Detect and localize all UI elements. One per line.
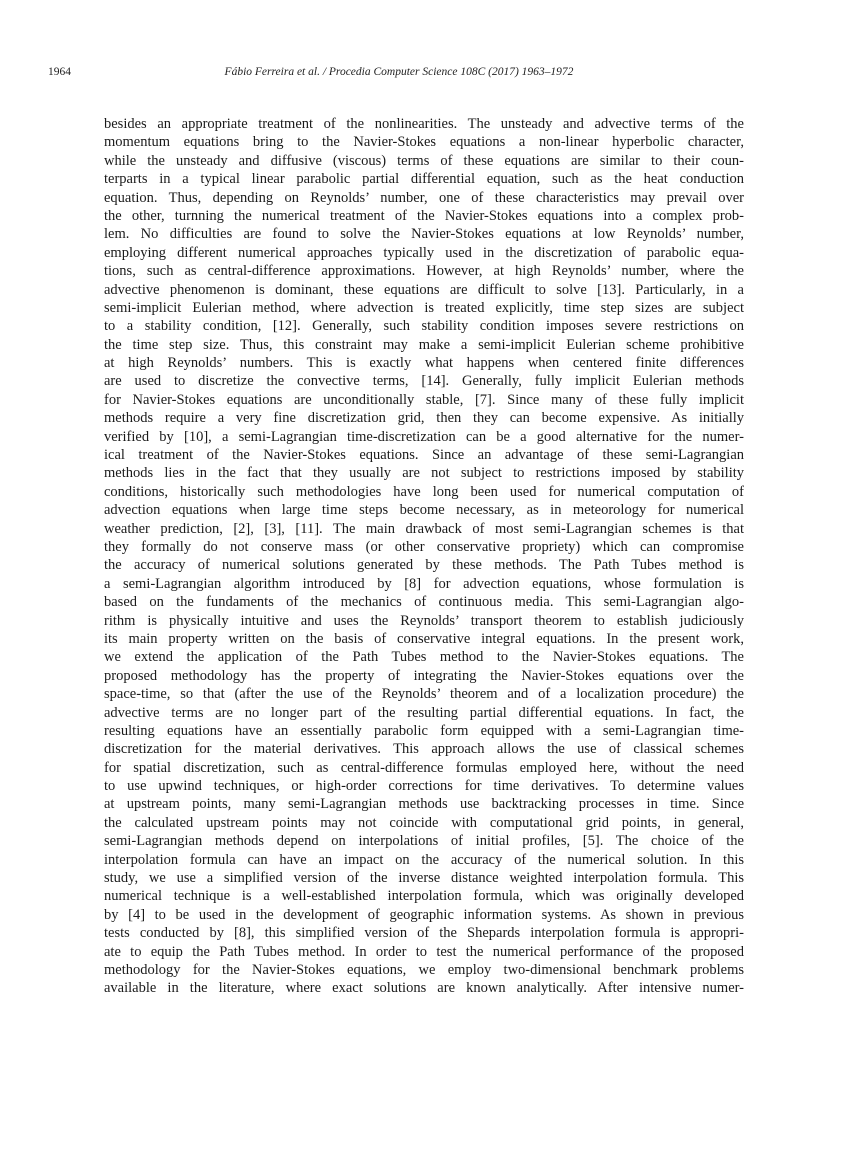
text-line: at high Reynolds’ numbers. This is exactly what happens when centered finite differences xyxy=(104,355,744,372)
text-line: they formally do not conserve mass (or other conservative propriety) which can compromise xyxy=(104,538,744,555)
text-line: to a stability condition, [12]. Generally, such stability condition imposes severe restrictions on xyxy=(104,318,744,335)
text-line: for spatial discretization, such as central-difference formulas employed here, without the need xyxy=(104,759,744,776)
text-line: interpolation formula can have an impact on the accuracy of the numerical solution. In this xyxy=(104,851,744,868)
text-line: at upstream points, many semi-Lagrangian methods use backtracking processes in time. Since xyxy=(104,796,744,813)
text-line: equation. Thus, depending on Reynolds’ number, one of these characteristics may prevail over xyxy=(104,189,744,206)
text-line: its main property written on the basis of conservative integral equations. In the present work, xyxy=(104,630,744,647)
text-line: verified by [10], a semi-Lagrangian time-discretization can be a good alternative for the numer- xyxy=(104,428,744,445)
text-line: by [4] to be used in the development of geographic information systems. As shown in previous xyxy=(104,906,744,923)
text-line: methodology for the Navier-Stokes equations, we employ two-dimensional benchmark problems xyxy=(104,961,744,978)
text-line: advection equations when large time steps become necessary, as in meteorology for numerical xyxy=(104,502,744,519)
text-line: the other, turnning the numerical treatment of the Navier-Stokes equations into a complex prob- xyxy=(104,207,744,224)
text-line: while the unsteady and diffusive (viscous) terms of these equations are similar to their coun- xyxy=(104,152,744,169)
text-line: are used to discretize the convective terms, [14]. Generally, fully implicit Eulerian methods xyxy=(104,373,744,390)
text-line: weather prediction, [2], [3], [11]. The main drawback of most semi-Lagrangian schemes is that xyxy=(104,520,744,537)
text-line: methods lies in the fact that they usually are not subject to restrictions imposed by stability xyxy=(104,465,744,482)
page-number: 1964 xyxy=(48,66,71,78)
text-line: tions, such as central-difference approximations. However, at high Reynolds’ number, where the xyxy=(104,263,744,280)
body-text xyxy=(104,115,744,998)
text-line: employing different numerical approaches typically used in the discretization of parabolic equa- xyxy=(104,244,744,261)
text-line: rithm is physically intuitive and uses the Reynolds’ transport theorem to establish judiciously xyxy=(104,612,744,629)
text-line: ical treatment of the Navier-Stokes equations. Since an advantage of these semi-Lagrangian xyxy=(104,447,744,464)
text-line: semi-implicit Eulerian method, where advection is treated explicitly, time step sizes are subject xyxy=(104,299,744,316)
text-line: for Navier-Stokes equations are unconditionally stable, [7]. Since many of these fully implicit xyxy=(104,391,744,408)
text-line: methods require a very fine discretization grid, then they can become expensive. As initially xyxy=(104,410,744,427)
text-line: to use upwind techniques, or high-order corrections for time derivatives. To determine values xyxy=(104,778,744,795)
text-line: resulting equations have an essentially parabolic form equipped with a semi-Lagrangian time- xyxy=(104,722,744,739)
text-line: the time step size. Thus, this constraint may make a semi-implicit Eulerian scheme prohibitive xyxy=(104,336,744,353)
text-line: besides an appropriate treatment of the nonlinearities. The unsteady and advective terms of the xyxy=(104,116,744,132)
text-line: based on the fundaments of the mechanics of continuous media. This semi-Lagrangian algo- xyxy=(104,594,744,611)
text-line: numerical technique is a well-established interpolation formula, which was originally developed xyxy=(104,888,744,905)
text-line: space-time, so that (after the use of the Reynolds’ theorem and of a localization procedure) the xyxy=(104,686,744,703)
text-line: a semi-Lagrangian algorithm introduced by [8] for advection equations, whose formulation is xyxy=(104,575,744,592)
text-line: semi-Lagrangian methods depend on interpolations of initial profiles, [5]. The choice of the xyxy=(104,833,744,850)
text-line: the calculated upstream points may not coincide with computational grid points, in general, xyxy=(104,814,744,831)
text-line: momentum equations bring to the Navier-Stokes equations a non-linear hyperbolic character, xyxy=(104,134,744,151)
text-line: advective phenomenon is dominant, these equations are difficult to solve [13]. Particularly, in a xyxy=(104,281,744,298)
text-line: discretization for the material derivatives. This approach allows the use of classical schemes xyxy=(104,741,744,758)
text-line: ate to equip the Path Tubes method. In order to test the numerical performance of the proposed xyxy=(104,943,744,960)
text-line: terparts in a typical linear parabolic partial differential equation, such as the heat conduction xyxy=(104,171,744,188)
text-line: the accuracy of numerical solutions generated by these methods. The Path Tubes method is xyxy=(104,557,744,574)
text-line: available in the literature, where exact solutions are known analytically. After intensive numer- xyxy=(104,980,744,997)
text-line: study, we use a simplified version of the inverse distance weighted interpolation formula. This xyxy=(104,870,744,887)
text-line: proposed methodology has the property of integrating the Navier-Stokes equations over the xyxy=(104,667,744,684)
text-line: lem. No difficulties are found to solve the Navier-Stokes equations at low Reynolds’ number, xyxy=(104,226,744,243)
page-header xyxy=(48,66,750,86)
running-head: Fábio Ferreira et al. / Procedia Computer Science 108C (2017) 1963–1972 xyxy=(224,66,574,78)
text-line: tests conducted by [8], this simplified version of the Shepards interpolation formula is appropri- xyxy=(104,925,744,942)
text-line: we extend the application of the Path Tubes method to the Navier-Stokes equations. The xyxy=(104,649,744,666)
text-line: conditions, historically such methodologies have long been used for numerical computation of xyxy=(104,483,744,500)
text-line: advective terms are no longer part of the resulting partial differential equations. In fact, the xyxy=(104,704,744,721)
